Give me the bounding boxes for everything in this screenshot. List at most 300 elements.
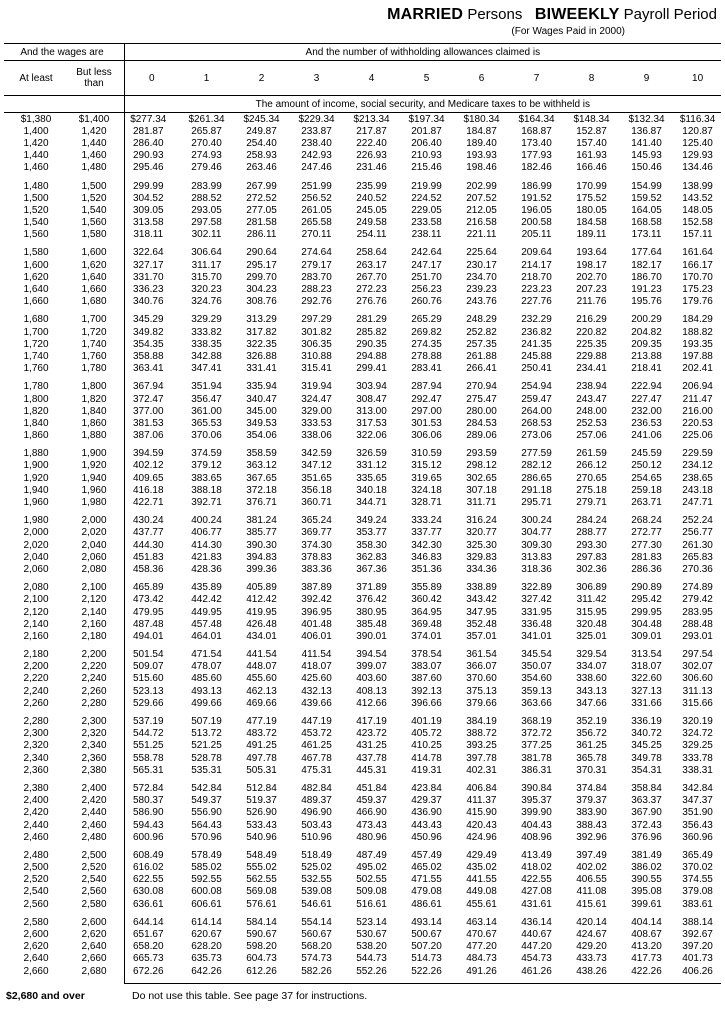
cell-tax-9: 218.41	[631, 363, 662, 375]
cell-tax-4: 487.49	[356, 849, 387, 861]
cell-tax-1: 383.65	[191, 472, 222, 484]
cell-tax-7: 232.29	[521, 314, 552, 326]
cell-tax-2: 267.99	[246, 180, 277, 192]
cell-tax-10: 333.78	[682, 752, 713, 764]
cell-tax-10: 338.31	[682, 764, 713, 776]
cell-tax-8: 311.42	[576, 594, 607, 606]
table-row	[4, 448, 721, 460]
cell-tax-9: 363.37	[631, 795, 662, 807]
cell-but-less-than: 2,240	[81, 673, 107, 685]
table-row	[4, 393, 721, 405]
cell-tax-2: 562.55	[246, 874, 277, 886]
cell-tax-8: 216.29	[576, 314, 607, 326]
cell-tax-6: 470.67	[466, 929, 497, 941]
cell-but-less-than: 1,920	[81, 460, 107, 472]
cell-tax-3: 283.70	[301, 271, 332, 283]
cell-tax-0: 430.24	[124, 515, 179, 527]
cell-tax-0: 367.94	[124, 381, 179, 393]
cell-at-least: 1,820	[23, 405, 49, 417]
cell-tax-7: 182.46	[521, 162, 552, 174]
cell-but-less-than: 1,460	[81, 150, 107, 162]
cell-tax-1: 642.26	[191, 965, 222, 977]
cell-tax-4: 294.88	[356, 350, 387, 362]
cell-tax-3: 560.67	[301, 929, 332, 941]
cell-tax-8: 279.71	[576, 497, 607, 509]
cell-tax-4: 380.95	[356, 606, 387, 618]
cell-tax-3: 461.25	[301, 740, 332, 752]
cell-tax-1: 320.23	[191, 284, 222, 296]
cell-at-least: 2,580	[23, 916, 49, 928]
cell-tax-10: 179.76	[682, 296, 713, 308]
cell-tax-7: 440.67	[521, 929, 552, 941]
cell-tax-1: 297.58	[191, 217, 222, 229]
table-row	[4, 137, 721, 149]
cell-tax-7: $164.34	[518, 113, 555, 125]
cell-tax-4: 509.08	[356, 886, 387, 898]
cell-tax-6: 357.01	[466, 630, 497, 642]
cell-tax-10: 283.95	[682, 606, 713, 618]
cell-tax-3: 301.82	[301, 326, 332, 338]
cell-tax-1: 570.96	[191, 831, 222, 843]
cell-tax-4: 249.58	[356, 217, 387, 229]
header-col-4: 4	[344, 61, 399, 96]
cell-tax-9: 367.90	[631, 807, 662, 819]
table-row	[4, 460, 721, 472]
cell-tax-0: 636.61	[124, 898, 179, 910]
cell-tax-5: 457.49	[411, 849, 442, 861]
cell-tax-2: 505.31	[246, 764, 277, 776]
cell-tax-8: 338.60	[576, 673, 607, 685]
cell-tax-2: 462.13	[246, 685, 277, 697]
cell-tax-3: 525.02	[301, 862, 332, 874]
cell-at-least: 1,540	[23, 217, 49, 229]
cell-tax-6: 406.84	[466, 782, 497, 794]
cell-tax-3: 342.59	[301, 448, 332, 460]
cell-tax-8: 334.07	[576, 661, 607, 673]
cell-tax-0: 586.90	[124, 807, 179, 819]
cell-tax-3: 447.19	[301, 716, 332, 728]
cell-tax-1: 392.71	[191, 497, 222, 509]
cell-tax-9: 399.61	[631, 898, 662, 910]
cell-tax-5: 471.55	[411, 874, 442, 886]
cell-but-less-than: 2,440	[81, 807, 107, 819]
cell-tax-0: 509.07	[124, 661, 179, 673]
cell-tax-0: 327.17	[124, 259, 179, 271]
cell-tax-10: 252.24	[682, 515, 713, 527]
cell-but-less-than: 2,300	[81, 716, 107, 728]
cell-at-least: 1,840	[23, 417, 49, 429]
cell-tax-3: 518.49	[301, 849, 332, 861]
cell-tax-5: 260.76	[411, 296, 442, 308]
cell-tax-4: 399.07	[356, 661, 387, 673]
cell-tax-8: 361.25	[576, 740, 607, 752]
cell-tax-2: 354.06	[246, 430, 277, 442]
cell-but-less-than: 1,740	[81, 338, 107, 350]
cell-at-least: 2,460	[23, 831, 49, 843]
cell-tax-9: 417.73	[631, 953, 662, 965]
header-col-3: 3	[289, 61, 344, 96]
cell-tax-8: 193.64	[576, 247, 607, 259]
cell-at-least: 1,980	[23, 515, 49, 527]
cell-but-less-than: 2,180	[81, 630, 107, 642]
cell-tax-10: 157.11	[682, 229, 713, 241]
cell-tax-8: 411.08	[576, 886, 607, 898]
cell-tax-10: 184.29	[682, 314, 713, 326]
cell-tax-9: 241.06	[631, 430, 662, 442]
cell-tax-1: 542.84	[191, 782, 222, 794]
cell-at-least: 2,260	[23, 697, 49, 709]
cell-tax-1: 549.37	[191, 795, 222, 807]
cell-tax-10: 397.20	[682, 941, 713, 953]
cell-tax-2: 381.24	[246, 515, 277, 527]
cell-tax-4: 303.94	[356, 381, 387, 393]
cell-tax-1: 614.14	[191, 916, 222, 928]
table-row	[4, 417, 721, 429]
cell-tax-4: 403.60	[356, 673, 387, 685]
cell-tax-5: 310.59	[411, 448, 442, 460]
cell-tax-10: 243.18	[682, 484, 713, 496]
table-row	[4, 649, 721, 661]
table-row	[4, 563, 721, 575]
cell-at-least: 1,800	[23, 393, 49, 405]
cell-tax-10: 342.84	[682, 782, 713, 794]
cell-tax-3: 383.36	[301, 563, 332, 575]
cell-tax-6: 343.42	[466, 594, 497, 606]
cell-tax-6: 370.60	[466, 673, 497, 685]
cell-tax-0: 672.26	[124, 965, 179, 977]
cell-tax-5: 486.61	[411, 898, 442, 910]
cell-tax-3: 233.87	[301, 125, 332, 137]
cell-tax-0: 537.19	[124, 715, 179, 727]
cell-but-less-than: 2,580	[81, 898, 107, 910]
cell-but-less-than: 2,620	[81, 929, 107, 941]
cell-tax-1: 435.89	[191, 582, 222, 594]
cell-tax-9: 299.95	[631, 606, 662, 618]
page-subtitle: (For Wages Paid in 2000)	[511, 26, 625, 37]
cell-tax-9: 150.46	[631, 162, 662, 174]
cell-tax-5: 369.48	[411, 618, 442, 630]
table-row	[4, 752, 721, 764]
cell-tax-0: 551.25	[124, 740, 179, 752]
cell-tax-10: 216.00	[682, 405, 713, 417]
cell-at-least: 1,500	[23, 192, 49, 204]
footer-over-label: $2,680 and over	[6, 990, 85, 1003]
cell-but-less-than: 2,080	[81, 563, 107, 575]
table-row	[4, 259, 721, 271]
cell-tax-0: 572.84	[124, 782, 179, 794]
cell-tax-9: 318.07	[631, 661, 662, 673]
cell-tax-5: 465.02	[411, 862, 442, 874]
cell-tax-0: 299.99	[124, 180, 179, 192]
cell-tax-5: 479.08	[411, 886, 442, 898]
cell-tax-6: 325.30	[466, 539, 497, 551]
cell-tax-9: 286.36	[631, 563, 662, 575]
cell-tax-10: 302.07	[682, 661, 713, 673]
cell-tax-2: 526.90	[246, 807, 277, 819]
cell-but-less-than: 1,500	[81, 180, 107, 192]
cell-tax-9: 168.58	[631, 217, 662, 229]
cell-tax-6: 352.48	[466, 618, 497, 630]
cell-at-least: 1,580	[23, 247, 49, 259]
cell-but-less-than: 2,020	[81, 527, 107, 539]
cell-at-least: 2,240	[23, 685, 49, 697]
cell-tax-5: 233.58	[411, 217, 442, 229]
cell-tax-3: 489.37	[301, 795, 332, 807]
cell-tax-8: 152.87	[576, 125, 607, 137]
cell-tax-4: 344.71	[356, 497, 387, 509]
cell-tax-7: 447.20	[521, 941, 552, 953]
cell-tax-2: 419.95	[246, 606, 277, 618]
table-row	[4, 819, 721, 831]
table-row	[4, 594, 721, 606]
header-amount-blank-1	[4, 96, 68, 113]
cell-but-less-than: 2,500	[81, 849, 107, 861]
cell-tax-2: 448.07	[246, 661, 277, 673]
cell-tax-6: 307.18	[466, 484, 497, 496]
cell-but-less-than: 1,560	[81, 217, 107, 229]
cell-tax-8: 166.46	[576, 162, 607, 174]
cell-tax-7: 341.01	[521, 630, 552, 642]
cell-tax-2: 426.48	[246, 618, 277, 630]
cell-tax-1: 499.66	[191, 697, 222, 709]
cell-tax-7: 300.24	[521, 515, 552, 527]
cell-tax-8: 370.31	[576, 764, 607, 776]
cell-tax-4: 263.17	[356, 259, 387, 271]
cell-tax-8: 220.82	[576, 326, 607, 338]
cell-tax-2: 272.52	[246, 192, 277, 204]
header-col-10: 10	[674, 61, 721, 96]
cell-tax-3: 288.23	[301, 284, 332, 296]
cell-tax-2: 497.78	[246, 752, 277, 764]
cell-tax-4: 516.61	[356, 898, 387, 910]
cell-tax-4: 331.12	[356, 460, 387, 472]
cell-at-least: 1,920	[23, 472, 49, 484]
cell-tax-6: 298.12	[466, 460, 497, 472]
cell-tax-5: 265.29	[411, 314, 442, 326]
table-row	[4, 484, 721, 496]
header-wages-are: And the wages are	[4, 44, 120, 61]
header-amount-line: The amount of income, social security, and Medicare taxes to be withheld is	[124, 96, 721, 113]
table-row	[4, 673, 721, 685]
cell-tax-1: 374.59	[191, 448, 222, 460]
cell-tax-6: 393.25	[466, 740, 497, 752]
cell-at-least: 1,620	[23, 271, 49, 283]
cell-tax-3: 439.66	[301, 697, 332, 709]
cell-tax-5: 396.66	[411, 697, 442, 709]
cell-tax-9: 195.76	[631, 296, 662, 308]
cell-tax-4: 240.52	[356, 192, 387, 204]
cell-tax-3: 324.47	[301, 393, 332, 405]
cell-tax-10: 329.25	[682, 740, 713, 752]
cell-tax-0: 529.66	[124, 697, 179, 709]
cell-tax-5: 450.96	[411, 831, 442, 843]
cell-tax-8: 184.58	[576, 217, 607, 229]
cell-but-less-than: 1,580	[81, 229, 107, 241]
cell-tax-4: 317.53	[356, 417, 387, 429]
cell-tax-8: 397.49	[576, 849, 607, 861]
cell-tax-10: 211.47	[682, 393, 713, 405]
cell-at-least: 1,700	[23, 326, 49, 338]
cell-at-least: 2,660	[23, 965, 49, 977]
cell-tax-4: 258.64	[356, 247, 387, 259]
cell-tax-2: 469.66	[246, 697, 277, 709]
cell-at-least: 2,620	[23, 941, 49, 953]
title-persons: Persons	[467, 6, 523, 23]
cell-tax-10: 311.13	[682, 685, 713, 697]
cell-tax-0: 580.37	[124, 795, 179, 807]
table-row	[4, 314, 721, 326]
cell-tax-4: 222.40	[356, 137, 387, 149]
cell-tax-7: 205.11	[521, 229, 552, 241]
cell-tax-9: 331.66	[631, 697, 662, 709]
cell-tax-1: 333.82	[191, 326, 222, 338]
cell-tax-8: 257.06	[576, 430, 607, 442]
cell-but-less-than: 2,060	[81, 551, 107, 563]
cell-tax-0: 465.89	[124, 582, 179, 594]
cell-but-less-than: 1,860	[81, 417, 107, 429]
cell-tax-0: 479.95	[124, 606, 179, 618]
cell-tax-9: 136.87	[631, 125, 662, 137]
cell-tax-3: 242.93	[301, 150, 332, 162]
cell-tax-9: 395.08	[631, 886, 662, 898]
cell-tax-0: 358.88	[124, 350, 179, 362]
cell-tax-5: 419.31	[411, 764, 442, 776]
cell-tax-8: 374.84	[576, 782, 607, 794]
cell-tax-0: 381.53	[124, 417, 179, 429]
cell-tax-0: 494.01	[124, 630, 179, 642]
title-payroll-period: Payroll Period	[623, 6, 717, 23]
cell-tax-1: 265.87	[191, 125, 222, 137]
cell-tax-2: 331.41	[246, 363, 277, 375]
cell-tax-2: 604.73	[246, 953, 277, 965]
header-col-5: 5	[399, 61, 454, 96]
cell-at-least: 1,420	[23, 137, 49, 149]
cell-tax-6: 334.36	[466, 563, 497, 575]
cell-tax-3: 329.00	[301, 405, 332, 417]
cell-tax-9: 204.82	[631, 326, 662, 338]
cell-at-least: 1,860	[23, 430, 49, 442]
cell-at-least: 2,400	[23, 795, 49, 807]
table-row	[4, 496, 721, 508]
table-row	[4, 916, 721, 928]
cell-tax-3: 418.07	[301, 661, 332, 673]
table-row	[4, 764, 721, 776]
cell-tax-9: 372.43	[631, 819, 662, 831]
cell-tax-2: 281.58	[246, 217, 277, 229]
cell-but-less-than: 1,940	[81, 472, 107, 484]
cell-tax-6: 411.37	[466, 795, 497, 807]
cell-tax-2: 313.29	[246, 314, 277, 326]
cell-tax-1: 388.18	[191, 484, 222, 496]
cell-tax-3: 546.61	[301, 898, 332, 910]
cell-tax-4: 412.66	[356, 697, 387, 709]
cell-tax-7: 399.90	[521, 807, 552, 819]
cell-tax-1: 421.83	[191, 551, 222, 563]
table-row	[4, 928, 721, 940]
header-than: than	[84, 78, 104, 89]
cell-tax-4: 495.02	[356, 862, 387, 874]
cell-tax-9: 386.02	[631, 862, 662, 874]
cell-tax-1: 585.02	[191, 862, 222, 874]
cell-tax-4: 371.89	[356, 582, 387, 594]
cell-tax-1: 485.60	[191, 673, 222, 685]
cell-tax-3: 347.12	[301, 460, 332, 472]
cell-tax-9: 404.14	[631, 916, 662, 928]
cell-tax-2: 345.00	[246, 405, 277, 417]
cell-tax-4: 437.78	[356, 752, 387, 764]
cell-but-less-than: 1,640	[81, 271, 107, 283]
cell-tax-8: 157.40	[576, 137, 607, 149]
cell-tax-10: 234.12	[682, 460, 713, 472]
cell-tax-5: 522.26	[411, 965, 442, 977]
cell-tax-9: 245.59	[631, 448, 662, 460]
cell-tax-8: 170.99	[576, 180, 607, 192]
cell-tax-10: 356.43	[682, 819, 713, 831]
cell-at-least: 1,720	[23, 338, 49, 350]
page-title	[4, 0, 721, 24]
cell-tax-8: 306.89	[576, 582, 607, 594]
cell-tax-6: 338.89	[466, 582, 497, 594]
cell-tax-1: 356.47	[191, 393, 222, 405]
cell-tax-0: 565.31	[124, 764, 179, 776]
cell-tax-10: 383.61	[682, 898, 713, 910]
cell-tax-3: 256.52	[301, 192, 332, 204]
cell-tax-10: 175.23	[682, 284, 713, 296]
cell-tax-4: 267.70	[356, 271, 387, 283]
cell-tax-10: 220.53	[682, 417, 713, 429]
cell-tax-7: 309.30	[521, 539, 552, 551]
cell-tax-2: 590.67	[246, 929, 277, 941]
cell-tax-3: 356.18	[301, 484, 332, 496]
cell-tax-6: 230.17	[466, 259, 497, 271]
cell-tax-5: 355.89	[411, 582, 442, 594]
cell-at-least: 1,940	[23, 484, 49, 496]
table-footer	[4, 990, 721, 1010]
cell-tax-5: 378.54	[411, 649, 442, 661]
cell-tax-2: 363.12	[246, 460, 277, 472]
cell-tax-9: 200.29	[631, 314, 662, 326]
cell-tax-5: 429.37	[411, 795, 442, 807]
cell-tax-2: 308.76	[246, 296, 277, 308]
cell-tax-7: 436.14	[521, 916, 552, 928]
cell-tax-7: 413.49	[521, 849, 552, 861]
cell-tax-1: 521.25	[191, 740, 222, 752]
cell-tax-4: 466.90	[356, 807, 387, 819]
cell-tax-5: 383.07	[411, 661, 442, 673]
cell-tax-6: 189.40	[466, 137, 497, 149]
cell-but-less-than: 2,560	[81, 886, 107, 898]
cell-tax-8: 365.78	[576, 752, 607, 764]
cell-tax-6: 415.90	[466, 807, 497, 819]
cell-at-least: 2,600	[23, 929, 49, 941]
cell-tax-6: 266.41	[466, 363, 497, 375]
cell-tax-6: 252.82	[466, 326, 497, 338]
cell-at-least: 1,520	[23, 204, 49, 216]
cell-tax-2: 491.25	[246, 740, 277, 752]
cell-tax-9: 422.26	[631, 965, 662, 977]
cell-at-least: 2,560	[23, 898, 49, 910]
cell-tax-4: 231.46	[356, 162, 387, 174]
cell-but-less-than: 2,540	[81, 874, 107, 886]
cell-tax-8: 379.37	[576, 795, 607, 807]
table-row	[4, 831, 721, 843]
table-row	[4, 204, 721, 216]
cell-tax-2: 286.11	[246, 229, 277, 241]
cell-tax-5: 401.19	[411, 716, 442, 728]
cell-tax-6: 193.93	[466, 150, 497, 162]
cell-tax-10: 120.87	[682, 125, 713, 137]
cell-tax-8: 343.13	[576, 685, 607, 697]
